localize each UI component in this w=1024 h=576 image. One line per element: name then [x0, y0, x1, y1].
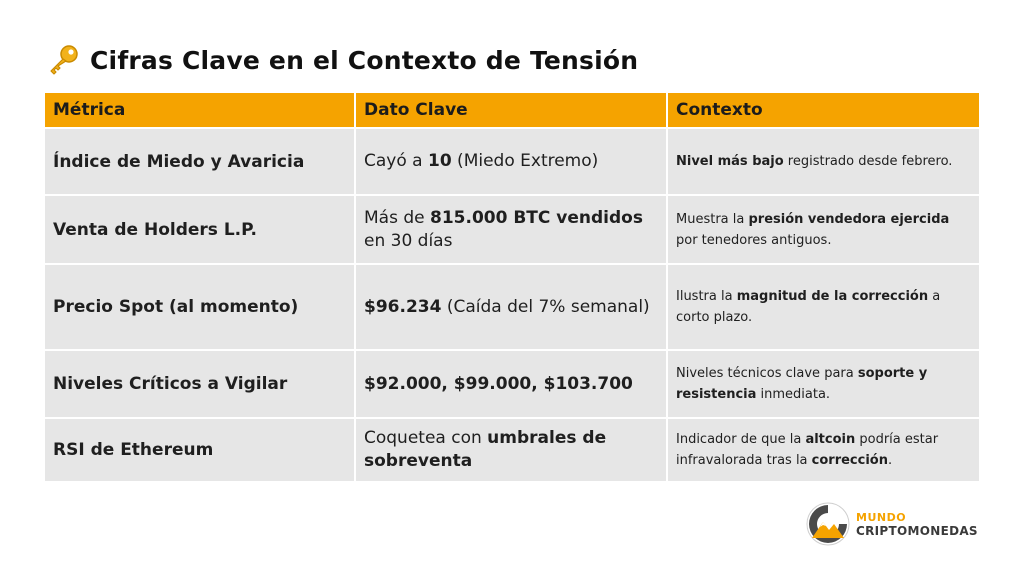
- logo-text-top: MUNDO: [856, 510, 907, 524]
- text-segment: .: [888, 453, 893, 468]
- text-segment: Cayó a: [364, 151, 428, 171]
- context-cell: [667, 195, 979, 264]
- text-segment: (Caída del 7% semanal): [441, 296, 650, 317]
- text-segment: podría estar infravalorada tras la: [676, 432, 939, 468]
- table-row: [45, 128, 979, 195]
- bold-text-segment: 815.000 BTC vendidos: [430, 207, 643, 228]
- table-row: [45, 264, 979, 350]
- bold-text-segment: 10: [427, 151, 452, 171]
- bold-text-segment: soporte y resistencia: [676, 366, 928, 402]
- table-row: [45, 350, 979, 418]
- bold-text-segment: altcoin: [805, 432, 856, 447]
- header-metrica: Métrica: [45, 93, 355, 128]
- bold-text-segment: Nivel más bajo: [676, 154, 784, 169]
- text-segment: Muestra la: [676, 211, 749, 227]
- key-icon: [46, 43, 80, 77]
- brand-logo: [806, 502, 978, 546]
- key-figures-table: [45, 93, 979, 481]
- table-header-row: [45, 93, 979, 128]
- text-segment: Coquetea con: [364, 428, 488, 448]
- table-row: [45, 418, 979, 481]
- bold-text-segment: presión vendedora ejercida: [748, 211, 950, 227]
- header-contexto: Contexto: [667, 93, 979, 128]
- page-title: Cifras Clave en el Contexto de Tensión: [90, 45, 639, 75]
- title-row: [46, 40, 638, 80]
- dato-cell: [355, 195, 667, 264]
- text-segment: Indicador de que la: [676, 432, 806, 447]
- text-segment: Ilustra la: [676, 289, 737, 304]
- bold-text-segment: $92.000, $99.000, $103.700: [364, 373, 633, 394]
- context-cell: [667, 350, 979, 418]
- text-segment: en 30 días: [364, 230, 453, 251]
- logo-text-bottom: CRIPTOMONEDAS: [856, 523, 978, 538]
- text-segment: a corto plazo.: [676, 289, 941, 325]
- dato-cell: [355, 418, 667, 481]
- text-segment: inmediata.: [756, 387, 831, 402]
- metric-cell: Venta de Holders L.P.: [45, 195, 355, 264]
- mountain-logo-icon: [806, 502, 850, 546]
- bold-text-segment: corrección: [811, 453, 888, 468]
- dato-cell: [355, 264, 667, 350]
- text-segment: Más de: [364, 207, 430, 228]
- text-segment: registrado desde febrero.: [783, 154, 953, 169]
- text-segment: por tenedores antiguos.: [676, 232, 832, 248]
- context-cell: [667, 264, 979, 350]
- dato-cell: [355, 350, 667, 418]
- text-segment: Niveles técnicos clave para: [676, 366, 858, 381]
- bold-text-segment: $96.234: [364, 296, 442, 317]
- context-cell: [667, 418, 979, 481]
- bold-text-segment: magnitud de la corrección: [736, 289, 929, 304]
- metric-cell: Índice de Miedo y Avaricia: [45, 128, 355, 195]
- table-row: [45, 195, 979, 264]
- dato-cell: [355, 128, 667, 195]
- metric-cell: Precio Spot (al momento): [45, 264, 355, 350]
- metric-cell: Niveles Críticos a Vigilar: [45, 350, 355, 418]
- header-dato-clave: Dato Clave: [355, 93, 667, 128]
- text-segment: (Miedo Extremo): [451, 151, 599, 171]
- metric-cell: RSI de Ethereum: [45, 418, 355, 481]
- bold-text-segment: umbrales de sobreventa: [364, 428, 607, 471]
- context-cell: [667, 128, 979, 195]
